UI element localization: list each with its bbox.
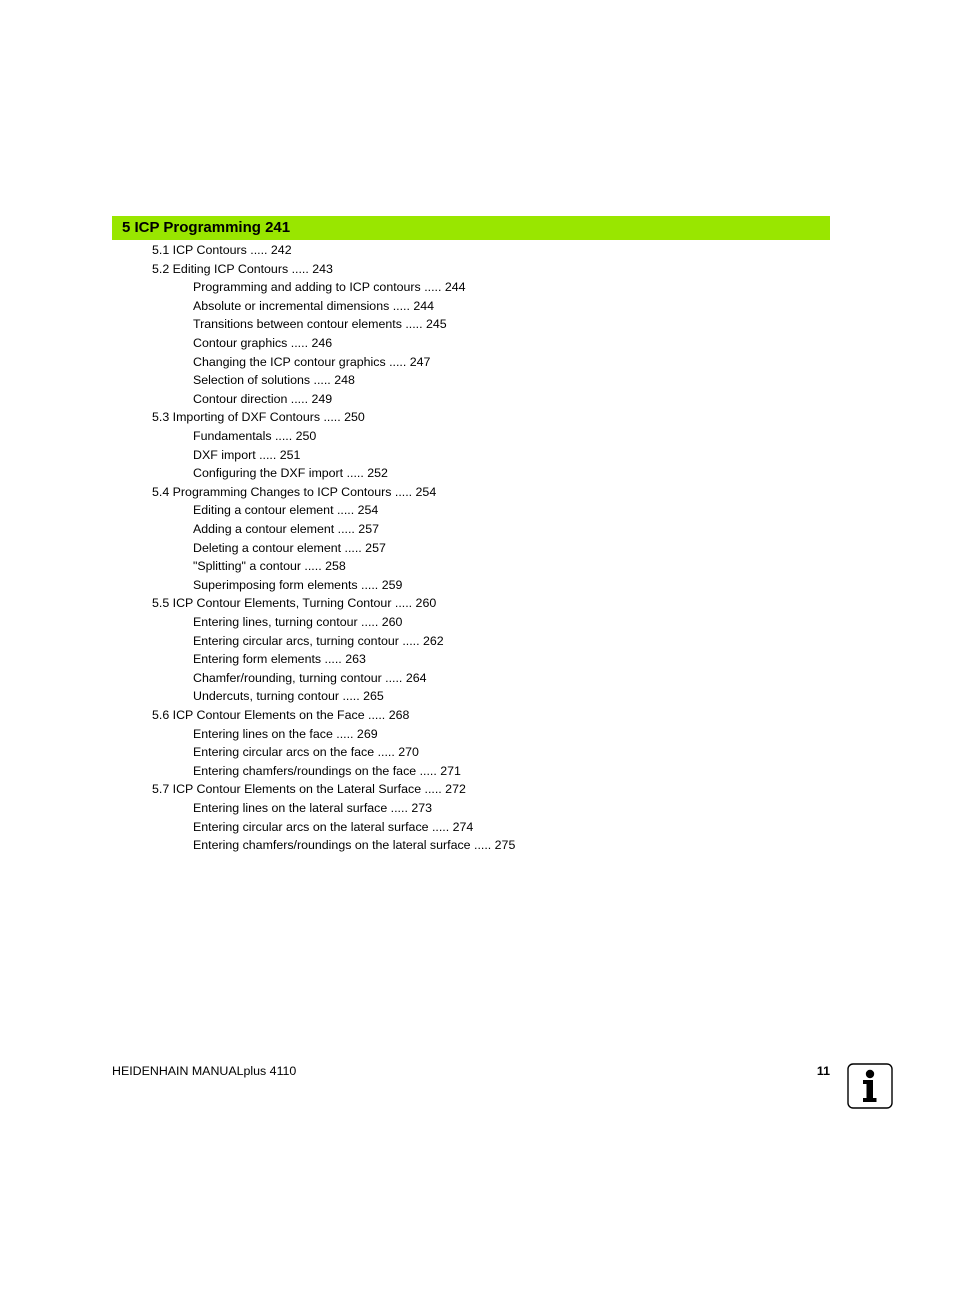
toc-subsection[interactable]: Superimposing form elements ..... 259 xyxy=(193,577,403,592)
toc-subsection[interactable]: DXF import ..... 251 xyxy=(193,447,301,462)
toc-subsection[interactable]: Entering circular arcs, turning contour ..... 262 xyxy=(193,633,444,648)
toc-subsection[interactable]: Changing the ICP contour graphics ..... 247 xyxy=(193,354,431,369)
toc-subsection[interactable]: Adding a contour element ..... 257 xyxy=(193,522,379,536)
toc-subsection[interactable]: Fundamentals ..... 250 xyxy=(193,429,317,443)
toc-section[interactable]: 5.2 Editing ICP Contours ..... 243 xyxy=(152,261,333,276)
toc-subsection[interactable]: Entering chamfers/roundings on the lateral surface ..... 275 xyxy=(193,838,516,853)
toc-section[interactable]: 5.1 ICP Contours ..... 242 xyxy=(152,243,292,257)
toc-section[interactable]: 5.7 ICP Contour Elements on the Lateral Surface ..... 272 xyxy=(152,782,466,797)
toc-subsection[interactable]: Entering circular arcs on the lateral surface ..... 274 xyxy=(193,819,474,834)
toc-subsection[interactable]: Configuring the DXF import ..... 252 xyxy=(193,466,388,481)
toc-section[interactable]: 5.5 ICP Contour Elements, Turning Contour ..... 260 xyxy=(152,596,437,611)
toc-subsection[interactable]: Entering lines on the face ..... 269 xyxy=(193,726,378,741)
toc-subsection[interactable]: Chamfer/rounding, turning contour ..... 264 xyxy=(193,670,427,685)
toc-subsection[interactable]: Programming and adding to ICP contours ..... 244 xyxy=(193,280,466,295)
toc-subsection[interactable]: Contour direction ..... 249 xyxy=(193,391,333,406)
toc-subsection[interactable]: "Splitting" a contour ..... 258 xyxy=(193,559,346,574)
toc-section[interactable]: 5.4 Programming Changes to ICP Contours ..... 254 xyxy=(152,484,437,499)
info-icon xyxy=(847,1063,893,1109)
toc-subsection[interactable]: Editing a contour element ..... 254 xyxy=(193,503,379,518)
toc-subsection[interactable]: Absolute or incremental dimensions ..... 244 xyxy=(193,298,435,313)
toc-subsection[interactable]: Selection of solutions ..... 248 xyxy=(193,373,355,388)
toc-subsection[interactable]: Contour graphics ..... 246 xyxy=(193,336,333,350)
footer-title: HEIDENHAIN MANUALplus 4110 xyxy=(112,1064,297,1078)
toc-subsection[interactable]: Entering form elements ..... 263 xyxy=(193,652,366,667)
toc-subsection[interactable]: Undercuts, turning contour ..... 265 xyxy=(193,689,384,704)
toc-section[interactable]: 5.6 ICP Contour Elements on the Face ..... 268 xyxy=(152,708,410,722)
toc-section[interactable]: 5.3 Importing of DXF Contours ..... 250 xyxy=(152,410,365,425)
toc-subsection[interactable]: Deleting a contour element ..... 257 xyxy=(193,540,386,555)
toc-subsection[interactable]: Entering circular arcs on the face ..... 270 xyxy=(193,745,419,760)
page-number: 11 xyxy=(816,1064,830,1078)
chapter-title: 5 ICP Programming 241 xyxy=(122,219,291,236)
chapter-header-bar xyxy=(112,216,830,240)
toc-subsection[interactable]: Entering lines on the lateral surface ..... 273 xyxy=(193,801,433,815)
toc-subsection[interactable]: Entering lines, turning contour ..... 260 xyxy=(193,615,403,629)
toc-subsection[interactable]: Entering chamfers/roundings on the face ..... 271 xyxy=(193,763,461,778)
toc-subsection[interactable]: Transitions between contour elements ..... 245 xyxy=(193,317,447,332)
